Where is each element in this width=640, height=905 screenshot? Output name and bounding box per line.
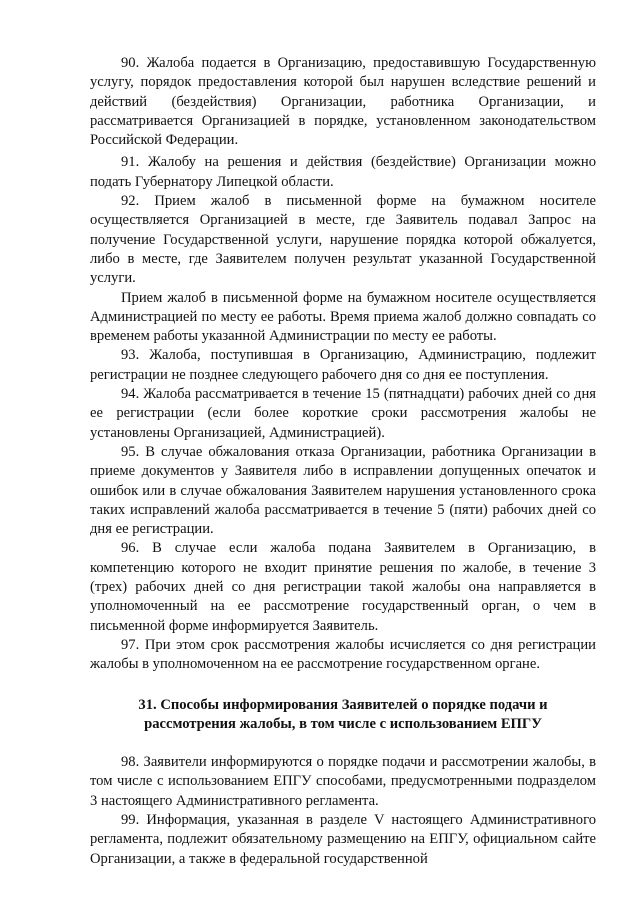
paragraph-92: 92. Прием жалоб в письменной форме на бумажном носителе осуществляется Организацией в месте, где Заявитель подавал Запрос на получение Государственной услуги, нарушение порядка которой обжалуется, либо в месте, где Заявителем получен результат указанной Государственной услуги.	[90, 193, 596, 287]
paragraph-93: 93. Жалоба, поступившая в Организацию, Администрацию, подлежит регистрации не позднее следующего рабочего дня со дня ее поступления.	[90, 347, 596, 383]
paragraph-99: 99. Информация, указанная в разделе V настоящего Административного регламента, подлежит обязательному размещению на ЕПГУ, официальном сайте Организации, а также в федеральной государственной	[90, 811, 596, 867]
paragraph-92-continued: Прием жалоб в письменной форме на бумажном носителе осуществляется Администрацией по месту ее работы. Время приема жалоб должно совпадать со временем работы указанной Администрации по месту ее работы.	[90, 289, 596, 345]
paragraph-95: 95. В случае обжалования отказа Организации, работника Организации в приеме документов у Заявителя либо в исправлении допущенных опечаток и ошибок или в случае обжалования Заявителем нарушения установленного срока таких исправлений жалоба рассматривается в течение 5 (пяти) рабочих дней со дня ее регистрации.	[90, 443, 596, 538]
paragraph-96: 96. В случае если жалоба подана Заявителем в Организацию, в компетенцию которого не входит принятие решения по жалобе, в течение 3 (трех) рабочих дней со дня регистрации такой жалобы она направляется в уполномоченный на ее рассмотрение государственный орган, о чем в письменной форме информируется Заявитель.	[90, 540, 596, 634]
paragraph-98: 98. Заявители информируются о порядке подачи и рассмотрении жалобы, в том числе с использованием ЕПГУ способами, предусмотренными подразделом 3 настоящего Административного регламента.	[90, 754, 596, 809]
paragraph-90: 90. Жалоба подается в Организацию, предоставившую Государственную услугу, порядок предоставления которой был нарушен вследствие решений и действий (бездействия) Организации, работника Организации, и рассматривается Организацией в порядке, установленном законодательством Российской Федерации.	[90, 55, 596, 149]
section-title: 31. Способы информирования Заявителей о порядке подачи и рассмотрения жалобы, в том числе с использованием ЕПГУ	[138, 696, 548, 732]
paragraph-91: 91. Жалобу на решения и действия (бездействие) Организации можно подать Губернатору Липецкой области.	[90, 154, 596, 190]
paragraph-97: 97. При этом срок рассмотрения жалобы исчисляется со дня регистрации жалобы в уполномоченном на ее рассмотрение государственном органе.	[90, 636, 596, 673]
document-page	[90, 54, 596, 869]
paragraph-94: 94. Жалоба рассматривается в течение 15 (пятнадцати) рабочих дней со дня ее регистрации (если более короткие сроки рассмотрения жалобы не установлены Организацией, Администрацией).	[90, 386, 596, 441]
